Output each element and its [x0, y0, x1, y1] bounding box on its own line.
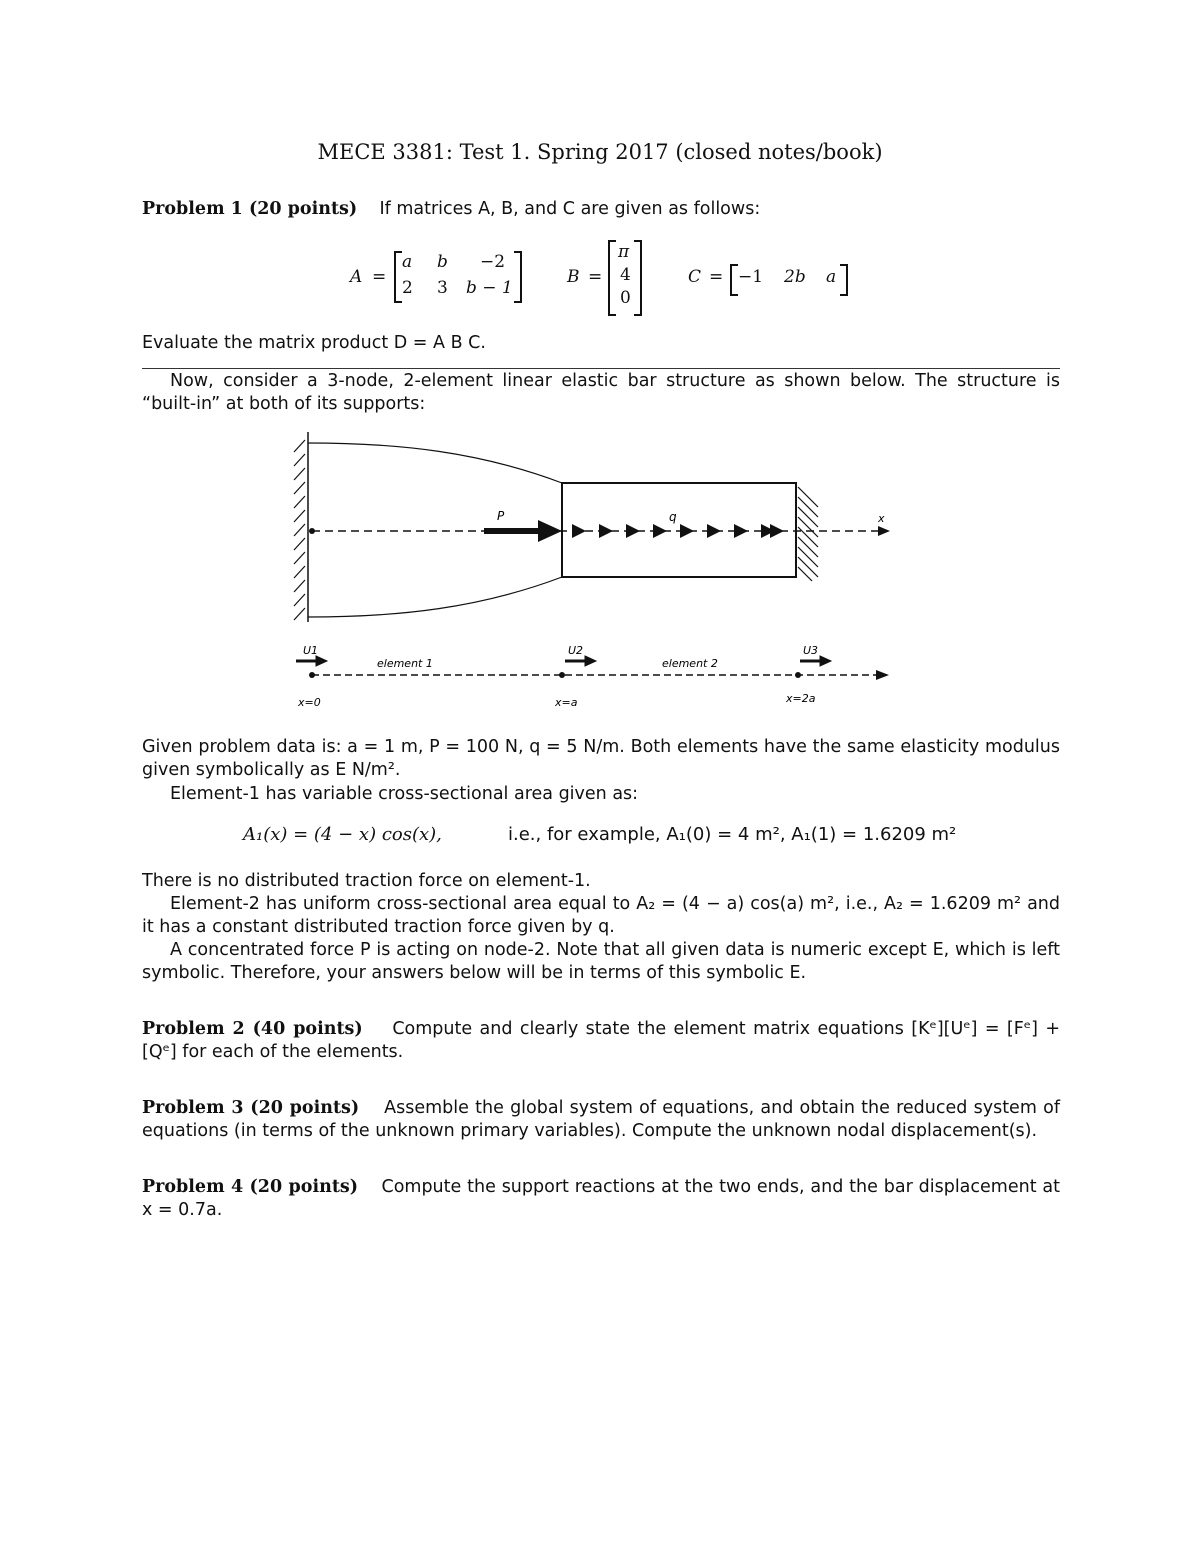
page-title: MECE 3381: Test 1. Spring 2017 (closed notes/book): [317, 140, 883, 164]
problem2-text: Compute and clearly state the element matrix equations [Kᵉ][Uᵉ] = [Fᵉ] + [Qᵉ] for each of the elements.: [142, 1019, 1060, 1062]
label-element1: element 1: [377, 657, 433, 670]
label-xa: x=a: [555, 696, 578, 709]
label-u3: U3: [803, 644, 819, 657]
left-wall-support: [294, 432, 308, 622]
label-x0: x=0: [298, 696, 321, 709]
problem3-statement: [142, 1097, 1060, 1143]
problem4-statement: [142, 1176, 1060, 1222]
problem4-heading: Problem 4 (20 points): [142, 1177, 359, 1197]
element2-area: Element-2 has uniform cross-sectional area equal to A₂ = (4 − a) cos(a) m², i.e., A₂ = 1.6209 m² and it has a constant distributed traction force given by q.: [142, 894, 1060, 937]
problem1-text: If matrices A, B, and C are given as follows:: [379, 199, 761, 219]
matrix-a-cell: −2: [480, 252, 506, 272]
concentrated-force-note: A concentrated force P is acting on node-2. Note that all given data is numeric except E, which is left symbolic. Therefore, your answers below will be in terms of this symbolic E.: [142, 940, 1060, 983]
matrix-a-name: A: [350, 267, 363, 287]
label-x2a: x=2a: [786, 692, 816, 705]
label-u2: U2: [568, 644, 584, 657]
problem2-heading: Problem 2 (40 points): [142, 1019, 363, 1039]
force-p-arrow: [484, 520, 562, 542]
matrix-c-cell: 2b: [784, 267, 806, 287]
problem1-heading: Problem 1 (20 points): [142, 199, 358, 219]
problem3-heading: Problem 3 (20 points): [142, 1098, 360, 1118]
given-data: Given problem data is: a = 1 m, P = 100 N, q = 5 N/m. Both elements have the same elasticity modulus given symbolically as E N/m².: [142, 737, 1060, 780]
label-x: x: [878, 512, 885, 525]
intro-paragraph: Now, consider a 3-node, 2-element linear elastic bar structure as shown below. The structure is “built-in” at both of its supports:: [142, 371, 1060, 414]
area-example: i.e., for example, A₁(0) = 4 m², A₁(1) = 1.6209 m²: [508, 824, 957, 845]
problem2-statement: [142, 1018, 1060, 1064]
label-element2: element 2: [662, 657, 718, 670]
matrix-b-cell: 0: [620, 288, 631, 308]
matrix-a-cell: b − 1: [466, 278, 513, 298]
matrix-b-cell: π: [618, 242, 630, 262]
no-traction-note: There is no distributed traction force on element-1.: [142, 871, 591, 891]
matrix-a-cell: 3: [437, 278, 448, 298]
right-wall-support: [798, 487, 818, 581]
label-p: P: [497, 509, 505, 523]
problem3-text: Assemble the global system of equations, and obtain the reduced system of equations (in terms of the unknown primary variables). Compute the unknown nodal displacement(s).: [142, 1098, 1060, 1141]
matrix-c-cell: a: [826, 267, 837, 287]
matrix-c-cell: −1: [738, 267, 764, 287]
element2-profile: [562, 483, 796, 577]
matrix-b-name: B: [567, 267, 580, 287]
bar-structure-figure: [0, 0, 1200, 720]
problem1-evaluate: Evaluate the matrix product D = A B C.: [142, 333, 486, 353]
problem4-text: Compute the support reactions at the two ends, and the bar displacement at x = 0.7a.: [142, 1177, 1060, 1220]
element1-area-intro: Element-1 has variable cross-sectional area given as:: [170, 784, 639, 804]
label-u1: U1: [303, 644, 319, 657]
label-q: q: [669, 510, 677, 524]
matrix-a-cell: b: [437, 252, 448, 272]
matrix-b-cell: 4: [620, 265, 631, 285]
matrix-a-cell: 2: [402, 278, 413, 298]
area-equation: A₁(x) = (4 − x) cos(x),: [243, 824, 442, 845]
matrix-c-name: C: [688, 267, 702, 287]
matrix-a-cell: a: [402, 252, 413, 272]
